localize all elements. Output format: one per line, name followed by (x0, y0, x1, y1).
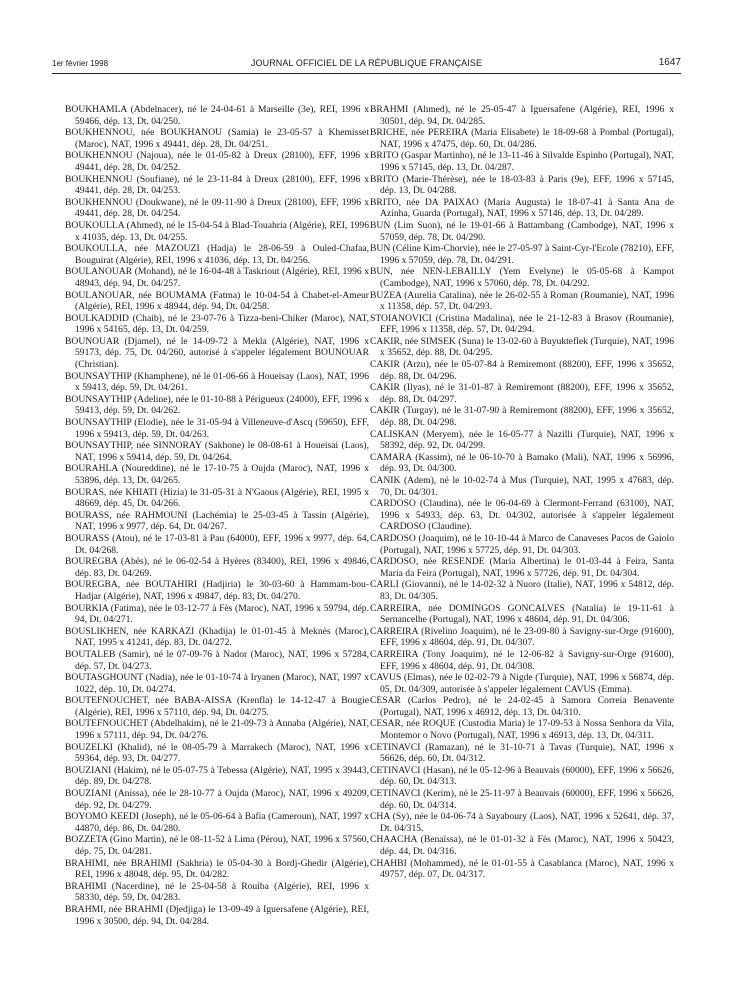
naturalization-entry: BUZEA (Aurelia Catalina), née le 26-02-55 à Roman (Roumanie), NAT, 1996 x 11358, dép. 57, Dt. 04/293. (370, 289, 674, 313)
naturalization-entry: BRITO, née DA PAIXAO (Maria Augusta) le 18-07-41 à Santa Ana de Azinha, Guarda (Portugal), NAT, 1996 x 57146, dép. 13, Dt. 04/289. (370, 196, 674, 220)
naturalization-entry: CARREIRA (Tony Joaquim), né le 12-06-82 à Savigny-sur-Orge (91600), EFF, 1996 x 48604, dép. 91, Dt. 04/308. (370, 648, 674, 672)
naturalization-entry: CARDOSO, née RESENDE (Maria Albertina) le 01-03-44 à Feira, Santa Maria da Feira (Portugal), NAT, 1996 x 57726, dép. 91, Dt. 04/304. (370, 556, 674, 579)
naturalization-entry: CHAACHA (Benaïssa), né le 01-01-32 à Fès (Maroc), NAT, 1996 x 50423, dép. 44, Dt. 04/316. (370, 834, 674, 857)
naturalization-entry: BOURASS (Atou), né le 17-03-81 à Pau (64000), EFF, 1996 x 9977, dép. 64, Dt. 04/268. (65, 532, 369, 556)
naturalization-entry: BOUREGBA, née BOUTAHIRI (Hadjiria) le 30-03-60 à Hammam-bou-Hadjar (Algérie), NAT, 1996 x 49847, dép. 83, Dt. 04/270. (65, 579, 369, 602)
naturalization-entry: BOZZETA (Gino Martin), né le 08-11-52 à Lima (Pérou), NAT, 1996 x 57560, dép. 75, Dt. 04/281. (65, 834, 369, 857)
naturalization-entry: BUN, née NEN-LEBAILLY (Yem Evelyne) le 05-05-68 à Kampot (Cambodge), NAT, 1996 x 57060, dép. 78, Dt. 04/292. (370, 266, 674, 289)
naturalization-entry: CETINAVCI (Hasan), né le 05-12-96 à Beauvais (60000), EFF, 1996 x 56626, dép. 60, Dt. 04/313. (370, 764, 674, 788)
naturalization-entry: CAKIR (Arzu), née le 05-07-84 à Remiremont (88200), EFF, 1996 x 35652, dép. 88, Dt. 04/296. (370, 359, 674, 382)
naturalization-entry: BOUTASGHOUNT (Nadia), née le 01-10-74 à Iryanen (Maroc), NAT, 1997 x 1022, dép. 10, Dt. 04/274. (65, 672, 369, 695)
naturalization-entry: BRITO (Gaspar Martinho), né le 13-11-46 à Silvalde Espinho (Portugal), NAT, 1996 x 57145, dép. 13, Dt. 04/287. (370, 150, 674, 173)
naturalization-entry: BOUNSAYTHIP, née SINNORAY (Sakhone) le 08-08-61 à Houeisai (Laos), NAT, 1996 x 59414, dép. 59, Dt. 04/264. (65, 440, 369, 463)
naturalization-entry: BOUSLIKHEN, née KARKAZI (Khadija) le 01-01-45 à Meknès (Maroc), NAT, 1995 x 41241, dép. 83, Dt. 04/272. (65, 625, 369, 649)
naturalization-entry: BOUNOUAR (Djamel), né le 14-09-72 à Mekla (Algérie), NAT, 1996 x 59173, dép. 75, Dt. 04/260, autorisé à s'appeler légalement BOUNOUAR (Christian). (65, 335, 369, 371)
header-page-number: 1647 (658, 57, 681, 68)
naturalization-entry: BOYOMO KEEDI (Joseph), né le 05-06-64 à Bafia (Cameroun), NAT, 1997 x 44870, dép. 86, Dt. 04/280. (65, 811, 369, 834)
naturalization-entry: CAKIR (Turgay), né le 31-07-90 à Remiremont (88200), EFF, 1996 x 35652, dép. 88, Dt. 04/298. (370, 405, 674, 429)
naturalization-entry: BOURAS, née KHIATI (Hizia) le 31-05-31 à N'Gaous (Algérie), REI, 1995 x 48669, dép. 45, Dt. 04/266. (65, 486, 369, 510)
naturalization-entry: BRAHIMI, née BRAHIMI (Sakhria) le 05-04-30 à Bordj-Ghedir (Algérie), REI, 1996 x 48048, dép. 95, Dt. 04/282. (65, 857, 369, 881)
naturalization-entry: BUN (Céline Kim-Chorvie), née le 27-05-97 à Saint-Cyr-l'Ecole (78210), EFF, 1996 x 57059, dép. 78, Dt. 04/291. (370, 243, 674, 266)
naturalization-entry: BOULANOUAR (Mohand), né le 16-04-48 à Taskriout (Algérie), REI, 1996 x 48943, dép. 94, Dt. 04/257. (65, 266, 369, 289)
naturalization-entry: BOURAHLA (Noureddine), né le 17-10-75 à Oujda (Maroc), NAT, 1996 x 53896, dép. 13, Dt. 04/265. (65, 463, 369, 486)
naturalization-entry: CANIK (Adem), né le 10-02-74 à Mus (Turquie), NAT, 1995 x 47683, dép. 70, Dt. 04/301. (370, 475, 674, 498)
right-column (370, 104, 674, 881)
naturalization-entry: BOUZIANI (Anissa), née le 28-10-77 à Oujda (Maroc), NAT, 1996 x 49209, dép. 92, Dt. 04/279. (65, 788, 369, 811)
naturalization-entry: BOUTEFNOUCHET, née BABA-AISSA (Krenfla) le 14-12-47 à Bougie (Algérie), REI, 1996 x 57110, dép. 94, Dt. 04/275. (65, 695, 369, 718)
naturalization-entry: BOUNSAYTHIP (Khamphene), né le 01-06-66 à Houeisay (Laos), NAT, 1996 x 59413, dép. 59, Dt. 04/261. (65, 370, 369, 394)
naturalization-entry: BOUKHENNOU, née BOUKHANOU (Samia) le 23-05-57 à Khemisset (Maroc), NAT, 1996 x 49441, dép. 28, Dt. 04/251. (65, 127, 369, 150)
naturalization-entry: BRAHIMI (Nacerdine), né le 25-04-58 à Rouiba (Algérie), REI, 1996 x 58330, dép. 59, Dt. 04/283. (65, 880, 369, 904)
naturalization-entry: BOUZIANI (Hakim), né le 05-07-75 à Tebessa (Algérie), NAT, 1995 x 39443, dép. 89, Dt. 04/278. (65, 764, 369, 788)
naturalization-entry: CARDOSO (Claudina), née le 06-04-69 à Clermont-Ferrand (63100), NAT, 1996 x 54933, dép. 63, Dt. 04/302, autorisée à s'appeler légalement CARDOSO (Claudine). (370, 498, 674, 533)
naturalization-entry: BRITO (Marie-Thérèse), née le 18-03-83 à Paris (9e), EFF, 1996 x 57145, dép. 13, Dt. 04/288. (370, 173, 674, 197)
naturalization-entry: CAKIR (Ilyas), né le 31-01-87 à Remiremont (88200), EFF, 1996 x 35652, dép. 88, Dt. 04/297. (370, 382, 674, 405)
naturalization-entry: BOULKADDID (Chaib), né le 23-07-76 à Tizza-beni-Chiker (Maroc), NAT, 1996 x 54165, dép. 13, Dt. 04/259. (65, 312, 369, 336)
naturalization-entry: BRICHE, née PEREIRA (Maria Elisabete) le 18-09-68 à Pombal (Portugal), NAT, 1996 x 47475, dép. 60, Dt. 04/286. (370, 127, 674, 150)
naturalization-entry: CHAHBI (Mohammed), né le 01-01-55 à Casablanca (Maroc), NAT, 1996 x 49757, dép. 07, Dt. 04/317. (370, 857, 674, 881)
naturalization-entry: BOUKHENNOU (Najoua), née le 01-05-82 à Dreux (28100), EFF, 1996 x 49441, dép. 28, Dt. 04/252. (65, 150, 369, 173)
naturalization-entry: BOUTALEB (Samir), né le 07-09-76 à Nador (Maroc), NAT, 1996 x 57284, dép. 57, Dt. 04/273. (65, 648, 369, 672)
naturalization-entry: BOUKOULLA (Ahmed), né le 15-04-54 à Blad-Touahria (Algérie), REI, 1996 x 41035, dép. 13, Dt. 04/255. (65, 219, 369, 243)
naturalization-entry: BOURKIA (Fatima), née le 03-12-77 à Fès (Maroc), NAT, 1996 x 59794, dép. 94, Dt. 04/271. (65, 602, 369, 626)
header-date: 1er février 1998 (52, 59, 109, 68)
naturalization-entry: BOUKHENNOU (Doukwane), né le 09-11-90 à Dreux (28100), EFF, 1996 x 49441, dép. 28, Dt. 04/254. (65, 196, 369, 220)
naturalization-entry: CESAR (Carlos Pedro), né le 24-02-45 à Samora Correia Benavente (Portugal), NAT, 1996 x 46912, dép. 13, Dt. 04/310. (370, 695, 674, 718)
naturalization-entry: CARDOSO (Joaquim), né le 10-10-44 à Marco de Canaveses Pacos de Gaiolo (Portugal), NAT, 1996 x 57725, dép. 91, Dt. 04/303. (370, 532, 674, 556)
naturalization-entry: CAVUS (Elmas), née le 02-02-79 à Nigde (Turquie), NAT, 1996 x 56874, dép. 05, Dt. 04/309, autorisée à s'appeler légalement CAVUS (Emma). (370, 672, 674, 695)
naturalization-entry: BOUNSAYTHIP (Elodie), née le 31-05-94 à Villeneuve-d'Ascq (59650), EFF, 1996 x 59413, dép. 59, Dt. 04/263. (65, 417, 369, 440)
page-header (52, 57, 681, 73)
naturalization-entry: BOUTEFNOUCHET (Abdelhakim), né le 21-09-73 à Annaba (Algérie), NAT, 1996 x 57111, dép. 94, Dt. 04/276. (65, 718, 369, 742)
naturalization-entry: CALISKAN (Meryem), née le 16-05-77 à Nazilli (Turquie), NAT, 1996 x 58392, dép. 92, Dt. 04/299. (370, 428, 674, 452)
naturalization-entry: CAKIR, née SIMSEK (Suna) le 13-02-60 à Buyukteflek (Turquie), NAT, 1996 x 35652, dép. 88, Dt. 04/295. (370, 335, 674, 359)
header-title: JOURNAL OFFICIEL DE LA RÉPUBLIQUE FRANÇAISE (250, 58, 483, 68)
naturalization-entry: STOIANOVICI (Cristina Madalina), née le 21-12-83 à Brasov (Roumanie), EFF, 1996 x 11358, dép. 57, Dt. 04/294. (370, 312, 674, 336)
header-rule (52, 73, 681, 74)
naturalization-entry: BOUKHENNOU (Soufiane), né le 23-11-84 à Dreux (28100), EFF, 1996 x 49441, dép. 28, Dt. 04/253. (65, 173, 369, 197)
naturalization-entry: CARREIRA, née DOMINGOS GONCALVES (Natalia) le 19-11-61 à Sernancelhe (Portugal), NAT, 1996 x 48604, dép. 91, Dt. 04/306. (370, 602, 674, 626)
left-column (65, 104, 369, 927)
naturalization-entry: CETINAVCI (Kerim), né le 25-11-97 à Beauvais (60000), EFF, 1996 x 56626, dép. 60, Dt. 04/314. (370, 788, 674, 811)
naturalization-entry: BOUREGBA (Abès), né le 06-02-54 à Hyères (83400), REI, 1996 x 49846, dép. 83, Dt. 04/269. (65, 556, 369, 579)
naturalization-entry: CESAR, née ROQUE (Custodia Maria) le 17-09-53 à Nossa Senhora da Vila, Montemor o Novo (Portugal), NAT, 1996 x 46913, dép. 13, Dt. 04/311. (370, 718, 674, 742)
naturalization-entry: BOURASS, née RAHMOUNI (Lachémia) le 25-03-45 à Tassin (Algérie), NAT, 1996 x 9977, dép. 64, Dt. 04/267. (65, 509, 369, 533)
naturalization-entry: BOULANOUAR, née BOUMAMA (Fatma) le 10-04-54 à Chabet-el-Ameur (Algérie), REI, 1996 x 48944, dép. 94, Dt. 04/258. (65, 289, 369, 313)
naturalization-entry: BUN (Lim Suon), né le 19-01-66 à Battambang (Cambodge), NAT, 1996 x 57059, dép. 78, Dt. 04/290. (370, 219, 674, 243)
naturalization-entry: CETINAVCI (Ramazan), né le 31-10-71 à Tavas (Turquie), NAT, 1996 x 56626, dép. 60, Dt. 04/312. (370, 741, 674, 765)
naturalization-entry: BOUZELKI (Khalid), né le 08-05-79 à Marrakech (Maroc), NAT, 1996 x 59364, dép. 93, Dt. 04/277. (65, 741, 369, 765)
naturalization-entry: CARREIRA (Rivelino Joaquim), né le 23-09-80 à Savigny-sur-Orge (91600), EFF, 1996 x 48604, dép. 91, Dt. 04/307. (370, 625, 674, 649)
naturalization-entry: BOUNSAYTHIP (Adeline), née le 01-10-88 à Périgueux (24000), EFF, 1996 x 59413, dép. 59, Dt. 04/262. (65, 393, 369, 417)
naturalization-entry: BOUKOULLA, née MAZOUZI (Hadja) le 28-06-59 à Ouled-Chafaa, Bouguirat (Algérie), REI, 1996 x 41036, dép. 13, Dt. 04/256. (65, 243, 369, 266)
naturalization-entry: BRAHMI, née BRAHMI (Djedjiga) le 13-09-49 à Iguersafene (Algérie), REI, 1996 x 30500, dép. 94, Dt. 04/284. (65, 903, 369, 927)
naturalization-entry: CHA (Sy), née le 04-06-74 à Sayaboury (Laos), NAT, 1996 x 52641, dép. 37, Dt. 04/315. (370, 811, 674, 834)
naturalization-entry: BOUKHAMLA (Abdelnacer), né le 24-04-61 à Marseille (3e), REI, 1996 x 59466, dép. 13, Dt. 04/250. (65, 104, 369, 127)
naturalization-entry: CARLI (Giovanni), né le 14-02-32 à Nuoro (Italie), NAT, 1996 x 54812, dép. 83, Dt. 04/305. (370, 579, 674, 602)
naturalization-entry: CAMARA (Kassim), né le 06-10-70 à Bamako (Mali), NAT, 1996 x 56996, dép. 93, Dt. 04/300. (370, 451, 674, 475)
naturalization-entry: BRAHMI (Ahmed), né le 25-05-47 à Iguersafene (Algérie), REI, 1996 x 30501, dép. 94, Dt. 04/285. (370, 104, 674, 127)
